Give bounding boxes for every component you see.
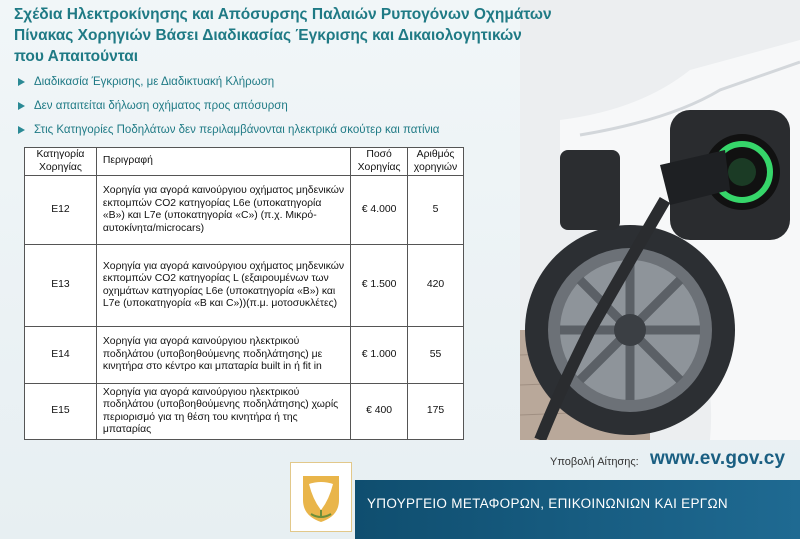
header-count: Αριθμός χορηγιών: [408, 148, 464, 176]
page-title: [14, 4, 574, 67]
bullet-text: Διαδικασία Έγκρισης, με Διαδικτυακή Κλήρωση: [34, 76, 275, 88]
header-category: Κατηγορία Χορηγίας: [25, 148, 97, 176]
cell-count: 5: [408, 176, 464, 245]
ministry-banner: [355, 480, 800, 539]
cyprus-emblem-icon: [290, 462, 352, 532]
bullet-triangle-icon: [18, 126, 25, 134]
bullet-triangle-icon: [18, 102, 25, 110]
cell-description: Χορηγία για αγορά καινούργιου ηλεκτρικού ποδηλάτου (υποβοηθούμενης ποδηλάτησης) με κινητήρα στο κέντρο και μπαταρία built in ή fit in: [96, 327, 350, 384]
cell-amount: € 1.000: [351, 327, 408, 384]
submit-label: Υποβολή Αίτησης:: [550, 456, 639, 468]
cell-category: E15: [25, 384, 97, 440]
header-description: Περιγραφή: [96, 148, 350, 176]
title-line: Πίνακας Χορηγιών Βάσει Διαδικασίας Έγκρισης και Δικαιολογητικών: [14, 27, 522, 44]
grants-table: [24, 147, 464, 440]
bullet-text: Στις Κατηγορίες Ποδηλάτων δεν περιλαμβάνονται ηλεκτρικά σκούτερ και πατίνια: [34, 124, 440, 136]
header-amount: Ποσό Χορηγίας: [351, 148, 408, 176]
table-row: [25, 384, 464, 440]
cell-amount: € 4.000: [351, 176, 408, 245]
cell-count: 55: [408, 327, 464, 384]
cell-count: 420: [408, 245, 464, 327]
cell-description: Χορηγία για αγορά καινούργιου ηλεκτρικού ποδηλάτου (υποβοηθούμενης ποδηλάτησης) χωρίς περιορισμό για τη θέση του κινητήρα ή της μπαταρίας: [96, 384, 350, 440]
bullet-item: [18, 94, 439, 118]
cell-category: E14: [25, 327, 97, 384]
table-header-row: [25, 148, 464, 176]
title-line: που Απαιτούνται: [14, 48, 139, 65]
bullet-list: [18, 70, 439, 142]
cell-category: E12: [25, 176, 97, 245]
bullet-text: Δεν απαιτείται δήλωση οχήματος προς απόσυρση: [34, 100, 288, 112]
ministry-name: ΥΠΟΥΡΓΕΙΟ ΜΕΤΑΦΟΡΩΝ, ΕΠΙΚΟΙΝΩΝΙΩΝ ΚΑΙ ΕΡΓΩΝ: [367, 496, 728, 511]
bullet-triangle-icon: [18, 78, 25, 86]
cell-amount: € 400: [351, 384, 408, 440]
website-link[interactable]: www.ev.gov.cy: [650, 448, 786, 469]
cell-description: Χορηγία για αγορά καινούργιου οχήματος μηδενικών εκπομπών CO2 κατηγορίας L (εξαιρουμένων των οχημάτων κατηγορίας L6e (υποκατηγορία «Β») και L7e (υποκατηγορία «B και C»))(π.μ. μοτοσυκλέτες): [96, 245, 350, 327]
table-row: [25, 245, 464, 327]
cell-count: 175: [408, 384, 464, 440]
table-row: [25, 327, 464, 384]
title-line: Σχέδια Ηλεκτροκίνησης και Απόσυρσης Παλαιών Ρυπογόνων Οχημάτων: [14, 6, 552, 23]
table-row: [25, 176, 464, 245]
bullet-item: [18, 70, 439, 94]
cell-category: E13: [25, 245, 97, 327]
cell-description: Χορηγία για αγορά καινούργιου οχήματος μηδενικών εκπομπών CO2 κατηγορίας L6e (υποκατηγορία «Β») και L7e (υποκατηγορία «C») (π.χ. Μικρό-αυτοκίνητα/microcars): [96, 176, 350, 245]
cell-amount: € 1.500: [351, 245, 408, 327]
bullet-item: [18, 118, 439, 142]
